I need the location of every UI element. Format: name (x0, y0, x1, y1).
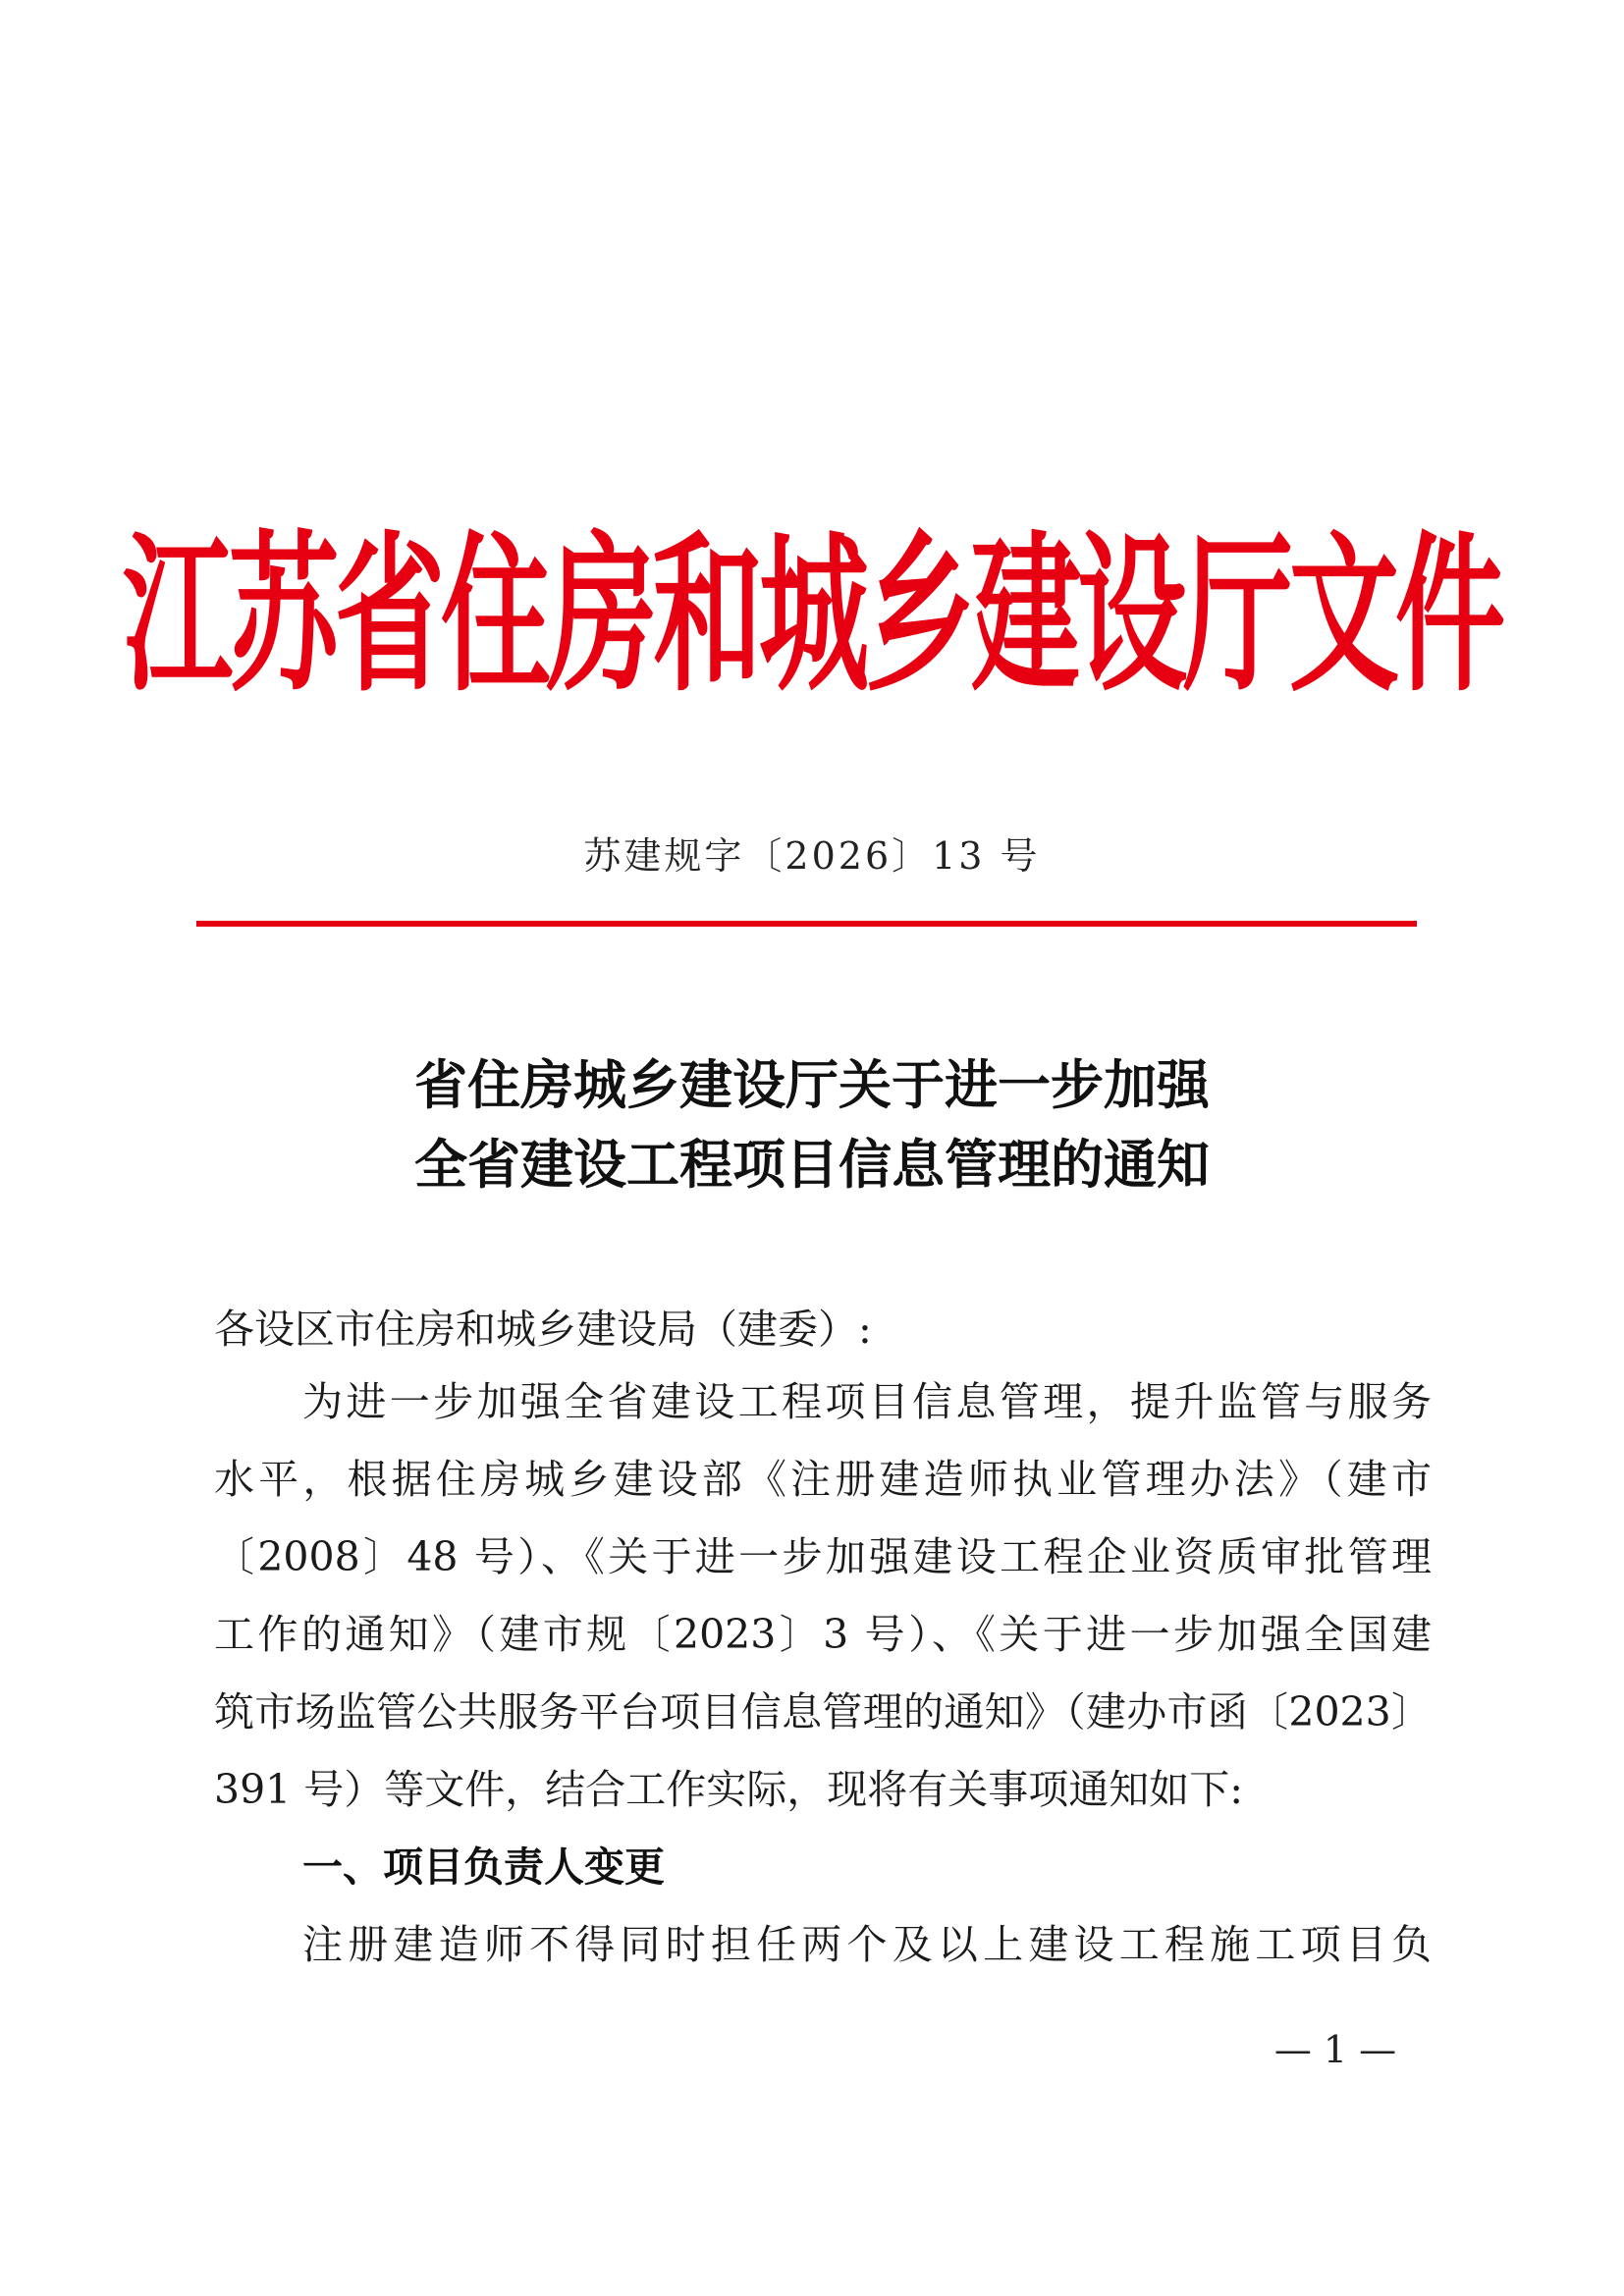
paragraph-line: 为进一步加强全省建设工程项目信息管理，提升监管与服务 (302, 1378, 1432, 1425)
page-number: — 1 — (1273, 2028, 1397, 2071)
paragraph-line: 工作的通知》（建市规〔2023〕3 号）、《关于进一步加强全国建 (214, 1611, 1432, 1658)
addressee-line: 各设区市住房和城乡建设局（建委）: (214, 1306, 872, 1353)
subject-title-line-1: 省住房城乡建设厅关于进一步加强 (414, 1054, 1210, 1116)
section-heading: 一、项目负责人变更 (302, 1843, 665, 1891)
document-number: 苏建规字〔2026〕13 号 (583, 834, 1041, 878)
subject-title-line-2: 全省建设工程项目信息管理的通知 (414, 1134, 1210, 1196)
issuer-title: 江苏省住房和城乡建设厅文件 (123, 517, 1501, 716)
paragraph-line: 〔2008〕48 号）、《关于进一步加强建设工程企业资质审批管理 (214, 1533, 1432, 1580)
paragraph-line: 391 号）等文件，结合工作实际，现将有关事项通知如下: (214, 1766, 1244, 1813)
paragraph-line: 筑市场监管公共服务平台项目信息管理的通知》（建办市函〔2023〕 (214, 1688, 1432, 1735)
red-divider-line (196, 921, 1417, 927)
paragraph-line: 水平，根据住房城乡建设部《注册建造师执业管理办法》（建市 (214, 1456, 1432, 1503)
paragraph-line: 注册建造师不得同时担任两个及以上建设工程施工项目负 (302, 1921, 1432, 1968)
